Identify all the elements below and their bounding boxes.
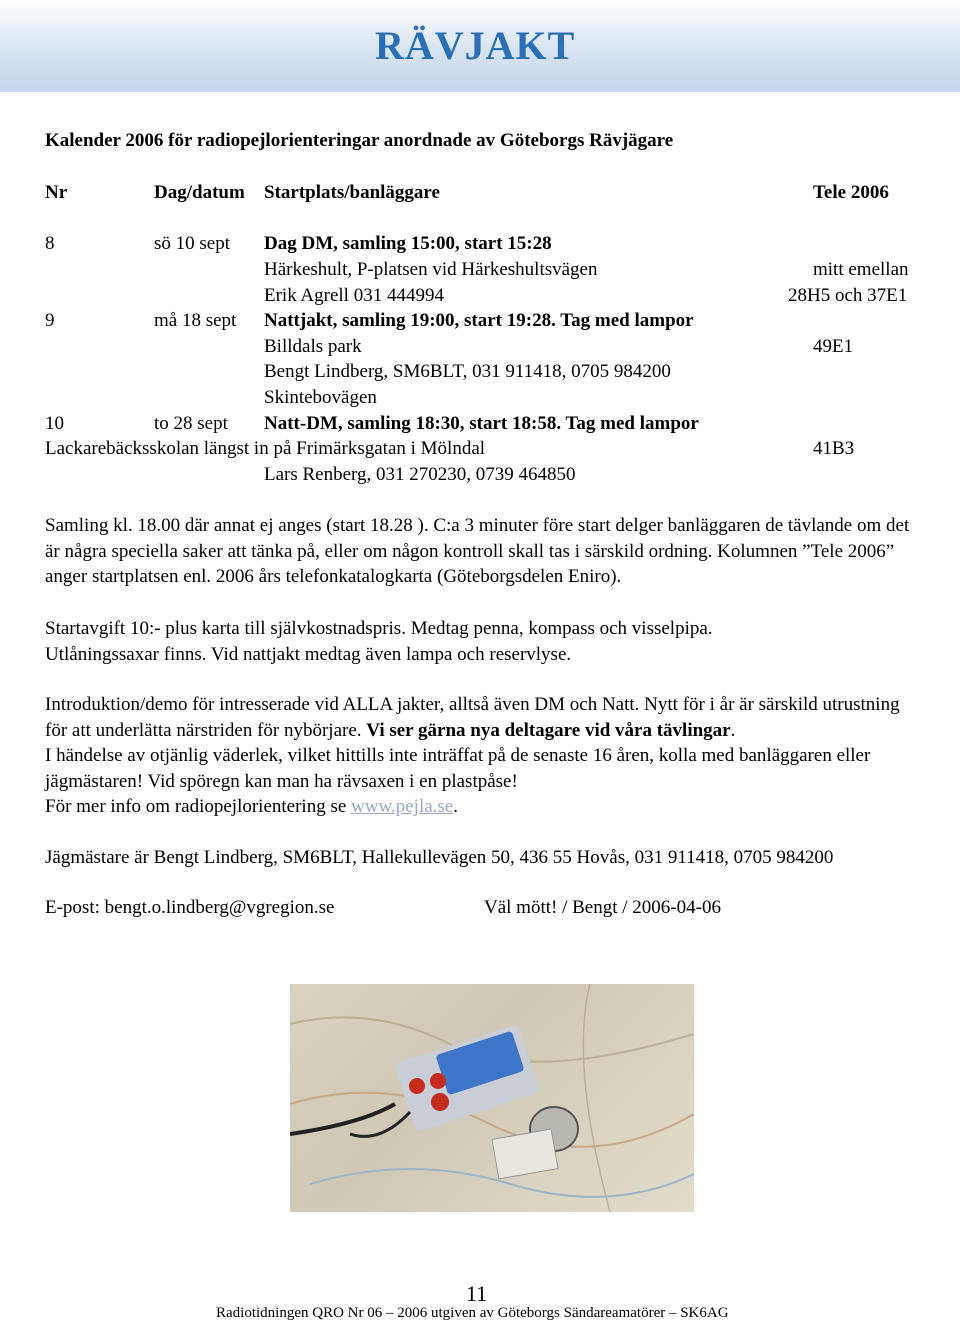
info-weather: I händelse av otjänlig väderlek, vilket hittills inte inträffat på de senaste 16 åren, kolla med banläggaren eller jägmästaren! Vid spöregn kan man ha rävsaxen i en plastpåse!: [45, 745, 871, 792]
page-title: RÄVJAKT: [375, 23, 576, 68]
intro-text: Introduktion/demo för intresserade vid ALLA jakter, alltså även DM och Natt. Nytt för i år är särskild utrustning för att underlätta närstriden för nybörjare.: [45, 694, 900, 741]
row-nr: 8: [45, 233, 55, 254]
welcome-text: Vi ser gärna nya deltagare vid våra tävlingar: [366, 719, 731, 741]
row-event: Dag DM, samling 15:00, start 15:28: [264, 233, 552, 254]
row-tele: 41B3: [813, 438, 855, 459]
more-info-end: .: [453, 796, 458, 817]
row-organizer: Lars Renberg, 031 270230, 0739 464850: [264, 464, 576, 485]
header-date: Dag/datum: [154, 182, 245, 203]
info-more: [45, 794, 925, 820]
info-fee: Startavgift 10:- plus karta till självkostnadspris. Medtag penna, kompass och visselpipa.: [45, 618, 713, 639]
row-tele: mitt emellan: [813, 259, 909, 280]
row-organizer: Bengt Lindberg, SM6BLT, 031 911418, 0705 984200: [264, 361, 671, 382]
pejla-link[interactable]: www.pejla.se: [351, 796, 454, 817]
row-date: sö 10 sept: [154, 233, 230, 254]
info-equipment: Utlåningssaxar finns. Vid nattjakt medtag även lampa och reservlyse.: [45, 644, 572, 665]
row-tele-extra: 28H5 och 37E1: [788, 285, 908, 306]
row-date: må 18 sept: [154, 310, 237, 331]
header-place: Startplats/banläggare: [264, 182, 440, 203]
title-banner: [0, 0, 960, 92]
email-line: E-post: bengt.o.lindberg@vgregion.se: [45, 897, 335, 918]
row-nr: 9: [45, 310, 55, 331]
more-info-text: För mer info om radiopejlorientering se: [45, 796, 352, 817]
header-tele: Tele 2006: [813, 182, 889, 203]
row-nr: 10: [45, 413, 64, 434]
info-intro-demo: [45, 692, 925, 743]
row-organizer: Erik Agrell 031 444994: [264, 285, 444, 306]
row-date: to 28 sept: [154, 413, 228, 434]
page-number: 11: [466, 1281, 488, 1306]
equipment-photo: [290, 984, 694, 1212]
contact-info: Jägmästare är Bengt Lindberg, SM6BLT, Hallekullevägen 50, 436 55 Hovås, 031 911418, 0705 984200: [45, 847, 834, 868]
row-location: Lackarebäcksskolan längst in på Frimärksgatan i Mölndal: [45, 438, 486, 459]
row-location: Billdals park: [264, 336, 362, 357]
signoff: Väl mött! / Bengt / 2006-04-06: [484, 897, 721, 918]
row-extra: Skintebovägen: [264, 387, 377, 408]
row-event: Nattjakt, samling 19:00, start 19:28. Tag med lampor: [264, 310, 694, 331]
header-nr: Nr: [45, 182, 68, 203]
row-tele: 49E1: [813, 336, 854, 357]
intro-end: .: [730, 719, 736, 741]
footer: Radiotidningen QRO Nr 06 – 2006 utgiven av Göteborgs Sändareamatörer – SK6AG: [216, 1305, 729, 1321]
calendar-intro: Kalender 2006 för radiopejlorienteringar anordnade av Göteborgs Rävjägare: [45, 130, 674, 151]
info-paragraph: Samling kl. 18.00 där annat ej anges (start 18.28 ). C:a 3 minuter före start delger banläggaren de tävlande om det är några speciella saker att tänka på, eller om någon kontroll skall tas i särskild ordning. Kolumnen ”Tele 2006” anger startplatsen enl. 2006 års telefonkatalogkarta (Göteborgsdelen Eniro).: [45, 515, 910, 588]
row-event: Natt-DM, samling 18:30, start 18:58. Tag med lampor: [264, 413, 699, 434]
row-location: Härkeshult, P-platsen vid Härkeshultsvägen: [264, 259, 598, 280]
